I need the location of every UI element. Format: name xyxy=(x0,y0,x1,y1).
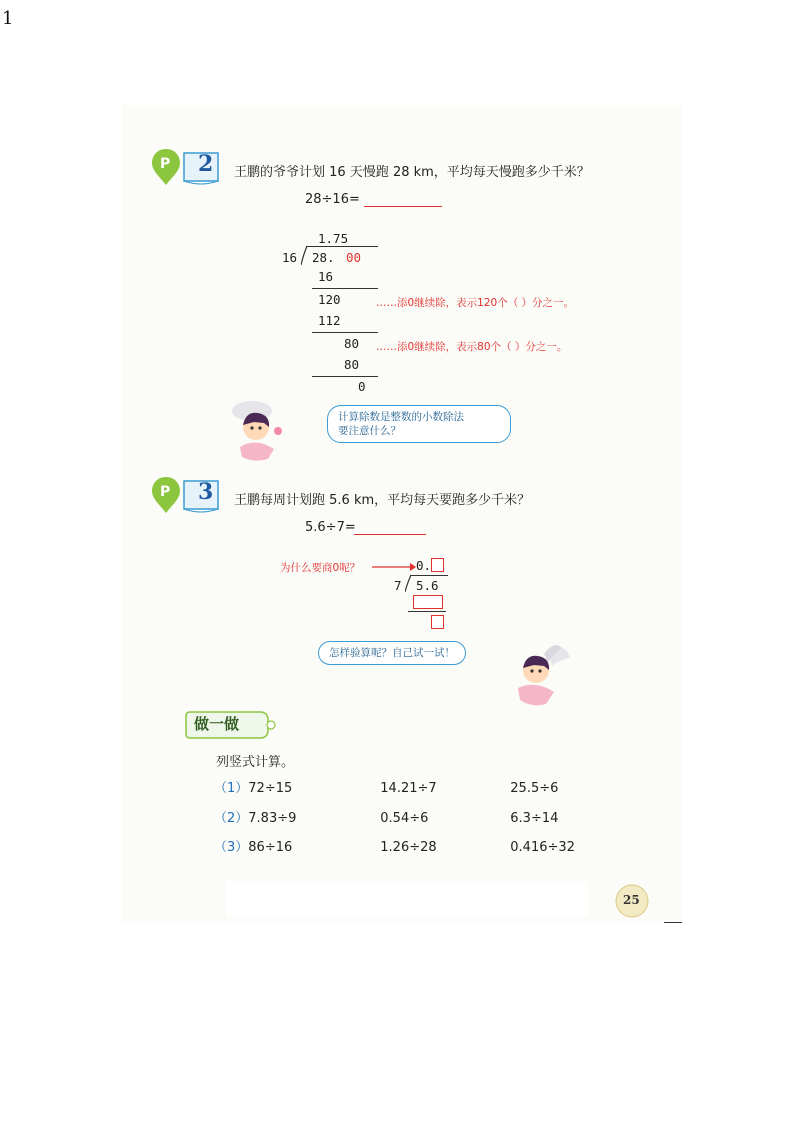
answer-blank-line xyxy=(364,206,442,207)
practice-item: 1.26÷28 xyxy=(380,840,437,855)
row-number: （2） xyxy=(214,811,249,826)
row-number: （3） xyxy=(214,840,249,855)
example-3-number: 3 xyxy=(198,479,214,505)
note-2: ……添0继续除，表示80个（ ）分之一。 xyxy=(376,341,568,353)
dividend: 5.6 xyxy=(416,578,439,593)
zero-quotient-question: 为什么要商0呢？ xyxy=(280,562,361,574)
step-4: 80 xyxy=(344,336,360,351)
practice-item: 0.416÷32 xyxy=(510,840,575,855)
practice-row-2 xyxy=(214,807,558,826)
svg-text:P: P xyxy=(160,156,171,172)
example-3-equation: 5.6÷7= xyxy=(305,520,356,535)
answer-box[interactable] xyxy=(431,615,444,629)
page-number: 25 xyxy=(623,893,640,907)
corner-rule xyxy=(664,922,682,923)
practice-row-1 xyxy=(214,777,558,796)
example-3-problem: 王鹏每周计划跑 5.6 km，平均每天要跑多少千米？ xyxy=(234,493,531,508)
step-2: 120 xyxy=(318,292,341,307)
note-1: ……添0继续除，表示120个（ ）分之一。 xyxy=(376,297,575,309)
example-2-number: 2 xyxy=(198,151,214,177)
practice-item: 25.5÷6 xyxy=(510,781,559,796)
tip-bubble-1-line1: 计算除数是整数的小数除法 xyxy=(338,411,464,423)
practice-instruction: 列竖式计算。 xyxy=(216,755,295,770)
row-number: （1） xyxy=(214,781,249,796)
textbook-page xyxy=(122,105,682,923)
practice-item: 7.83÷9 xyxy=(248,811,297,826)
practice-item: 86÷16 xyxy=(248,840,293,855)
practice-item: 72÷15 xyxy=(248,781,293,796)
step-3: 112 xyxy=(318,313,341,328)
footer-strip xyxy=(226,881,588,917)
quotient: 1.75 xyxy=(318,231,349,246)
step-rule xyxy=(312,332,378,333)
divisor: 7 xyxy=(394,578,402,593)
cartoon-girl-icon xyxy=(224,397,294,465)
step-rule xyxy=(312,376,378,377)
example-2-problem: 王鹏的爷爷计划 16 天慢跑 28 km，平均每天慢跑多少千米？ xyxy=(234,165,590,180)
svg-text:P: P xyxy=(160,484,171,500)
division-bracket xyxy=(301,244,309,266)
dividend-added-zeros: 00 xyxy=(346,250,362,265)
step-1: 16 xyxy=(318,269,334,284)
division-bar xyxy=(410,575,448,576)
tip-bubble-1 xyxy=(327,405,511,443)
answer-box[interactable] xyxy=(431,558,444,572)
quotient-prefix: 0. xyxy=(416,558,432,573)
division-bracket xyxy=(405,573,413,593)
division-bar xyxy=(306,246,378,247)
answer-blank-line xyxy=(354,534,426,535)
tip-bubble-1-line2: 要注意什么？ xyxy=(338,425,401,437)
arrow-icon xyxy=(372,561,416,573)
practice-item: 6.3÷14 xyxy=(510,811,559,826)
tip-bubble-2: 怎样验算呢？自己试一试！ xyxy=(318,641,466,665)
cartoon-girl-icon xyxy=(496,640,576,710)
dividend: 28. xyxy=(312,250,335,265)
step-5: 80 xyxy=(344,357,360,372)
corner-number: 1 xyxy=(2,8,14,29)
remainder: 0 xyxy=(358,379,366,394)
practice-item: 14.21÷7 xyxy=(380,781,437,796)
divisor: 16 xyxy=(282,250,298,265)
practice-row-3 xyxy=(214,836,575,855)
example-2-equation: 28÷16= xyxy=(305,192,360,207)
practice-item: 0.54÷6 xyxy=(380,811,429,826)
practice-title: 做一做 xyxy=(194,715,240,733)
answer-box[interactable] xyxy=(413,595,443,609)
step-rule xyxy=(312,288,378,289)
step-rule xyxy=(408,611,446,612)
